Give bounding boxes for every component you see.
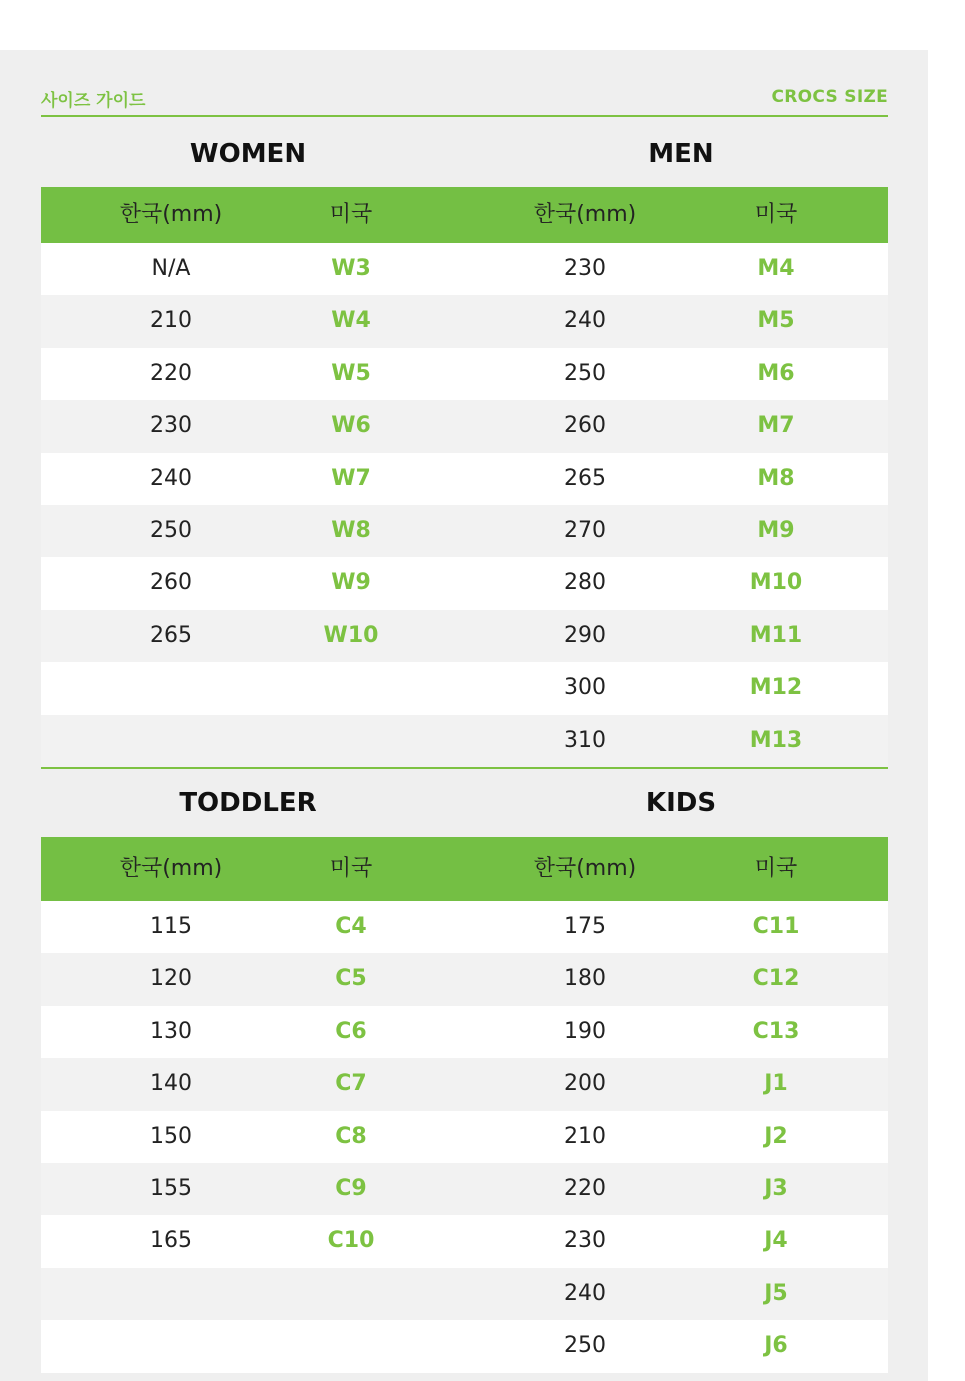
crocs-size-label: CROCS SIZE — [771, 87, 888, 107]
kids-us-size: J2 — [764, 1123, 788, 1149]
men-us-size: M4 — [757, 256, 795, 281]
kids-korea-size: 210 — [564, 1123, 606, 1149]
table-row — [41, 295, 888, 347]
table-row — [41, 1268, 888, 1320]
table-row — [41, 662, 888, 714]
table-row — [41, 453, 888, 505]
kids-korea-size: 220 — [564, 1175, 606, 1201]
men-us-size: M9 — [757, 517, 795, 543]
men-us-size: M13 — [749, 727, 803, 753]
toddler-korea-col: 한국(mm) — [119, 856, 223, 881]
kids-title: KIDS — [645, 788, 717, 818]
table-row — [41, 901, 888, 953]
toddler-korea-size: 150 — [150, 1123, 192, 1149]
women-korea-col: 한국(mm) — [119, 202, 223, 227]
toddler-us-size: C6 — [335, 1018, 367, 1044]
table-row — [41, 505, 888, 557]
women-korea-size: N/A — [151, 256, 191, 281]
table-row — [41, 557, 888, 609]
women-title: WOMEN — [189, 139, 307, 169]
men-title: MEN — [648, 139, 714, 169]
women-korea-size: 260 — [150, 570, 192, 596]
women-us-size: W6 — [331, 413, 371, 439]
table-row — [41, 348, 888, 400]
women-korea-size: 250 — [150, 517, 192, 543]
table-row — [41, 1006, 888, 1058]
young-table-header — [41, 837, 888, 901]
men-korea-size: 250 — [564, 360, 606, 386]
men-us-size: M7 — [757, 413, 795, 439]
toddler-korea-size: 155 — [150, 1175, 192, 1201]
kids-us-size: C12 — [752, 966, 800, 992]
women-us-size: W7 — [331, 465, 371, 491]
kids-korea-size: 175 — [564, 914, 606, 939]
toddler-korea-size: 165 — [150, 1228, 192, 1254]
women-korea-size: 265 — [150, 622, 192, 648]
size-guide-header — [41, 82, 888, 117]
women-us-size: W8 — [331, 517, 371, 543]
women-us-size: W5 — [331, 360, 371, 386]
toddler-korea-size: 130 — [150, 1018, 192, 1044]
kids-korea-col: 한국(mm) — [533, 856, 637, 881]
kids-us-size: C11 — [752, 914, 800, 939]
women-us-size: W3 — [331, 256, 371, 281]
table-row — [41, 1320, 888, 1372]
men-korea-size: 290 — [564, 622, 606, 648]
table-row — [41, 1111, 888, 1163]
toddler-us-size: C10 — [327, 1228, 375, 1254]
kids-us-size: J6 — [764, 1333, 788, 1359]
men-korea-size: 280 — [564, 570, 606, 596]
women-us-size: W4 — [331, 308, 371, 334]
kids-korea-size: 250 — [564, 1333, 606, 1359]
toddler-us-size: C8 — [335, 1123, 367, 1149]
toddler-us-size: C5 — [335, 966, 367, 992]
toddler-title: TODDLER — [179, 788, 317, 818]
young-table-body — [41, 901, 888, 1373]
women-korea-size: 230 — [150, 413, 192, 439]
men-us-size: M6 — [757, 360, 795, 386]
toddler-us-size: C9 — [335, 1175, 367, 1201]
kids-us-size: J1 — [764, 1071, 788, 1097]
men-korea-size: 270 — [564, 517, 606, 543]
women-korea-size: 240 — [150, 465, 192, 491]
adult-table-body — [41, 243, 888, 767]
women-us-size: W10 — [323, 622, 379, 648]
table-row — [41, 1058, 888, 1110]
men-us-size: M8 — [757, 465, 795, 491]
men-us-col: 미국 — [754, 202, 798, 227]
kids-us-size: J5 — [764, 1280, 788, 1306]
women-us-col: 미국 — [329, 202, 373, 227]
table-row — [41, 715, 888, 767]
men-us-size: M12 — [749, 675, 803, 701]
women-korea-size: 210 — [150, 308, 192, 334]
toddler-korea-size: 120 — [150, 966, 192, 992]
table-row — [41, 1163, 888, 1215]
table-row — [41, 610, 888, 662]
women-us-size: W9 — [331, 570, 371, 596]
men-us-size: M10 — [749, 570, 803, 596]
men-korea-size: 260 — [564, 413, 606, 439]
men-us-size: M5 — [757, 308, 795, 334]
section-divider — [41, 767, 888, 769]
kids-korea-size: 230 — [564, 1228, 606, 1254]
kids-us-size: J4 — [764, 1228, 788, 1254]
kids-korea-size: 200 — [564, 1071, 606, 1097]
toddler-korea-size: 140 — [150, 1071, 192, 1097]
men-us-size: M11 — [749, 622, 803, 648]
kids-us-size: J3 — [764, 1175, 788, 1201]
adult-table-header — [41, 187, 888, 243]
men-korea-size: 300 — [564, 675, 606, 701]
men-korea-size: 240 — [564, 308, 606, 334]
table-row — [41, 1215, 888, 1267]
men-korea-size: 310 — [564, 727, 606, 753]
kids-us-col: 미국 — [754, 856, 798, 881]
size-guide-label: 사이즈 가이드 — [41, 91, 146, 111]
women-korea-size: 220 — [150, 360, 192, 386]
table-row — [41, 400, 888, 452]
toddler-us-size: C4 — [335, 914, 367, 939]
table-row — [41, 243, 888, 295]
men-korea-size: 230 — [564, 256, 606, 281]
toddler-korea-size: 115 — [150, 914, 192, 939]
men-korea-col: 한국(mm) — [533, 202, 637, 227]
table-row — [41, 953, 888, 1005]
kids-korea-size: 180 — [564, 966, 606, 992]
toddler-us-col: 미국 — [329, 856, 373, 881]
toddler-us-size: C7 — [335, 1071, 367, 1097]
men-korea-size: 265 — [564, 465, 606, 491]
kids-korea-size: 240 — [564, 1280, 606, 1306]
kids-korea-size: 190 — [564, 1018, 606, 1044]
kids-us-size: C13 — [752, 1018, 800, 1044]
